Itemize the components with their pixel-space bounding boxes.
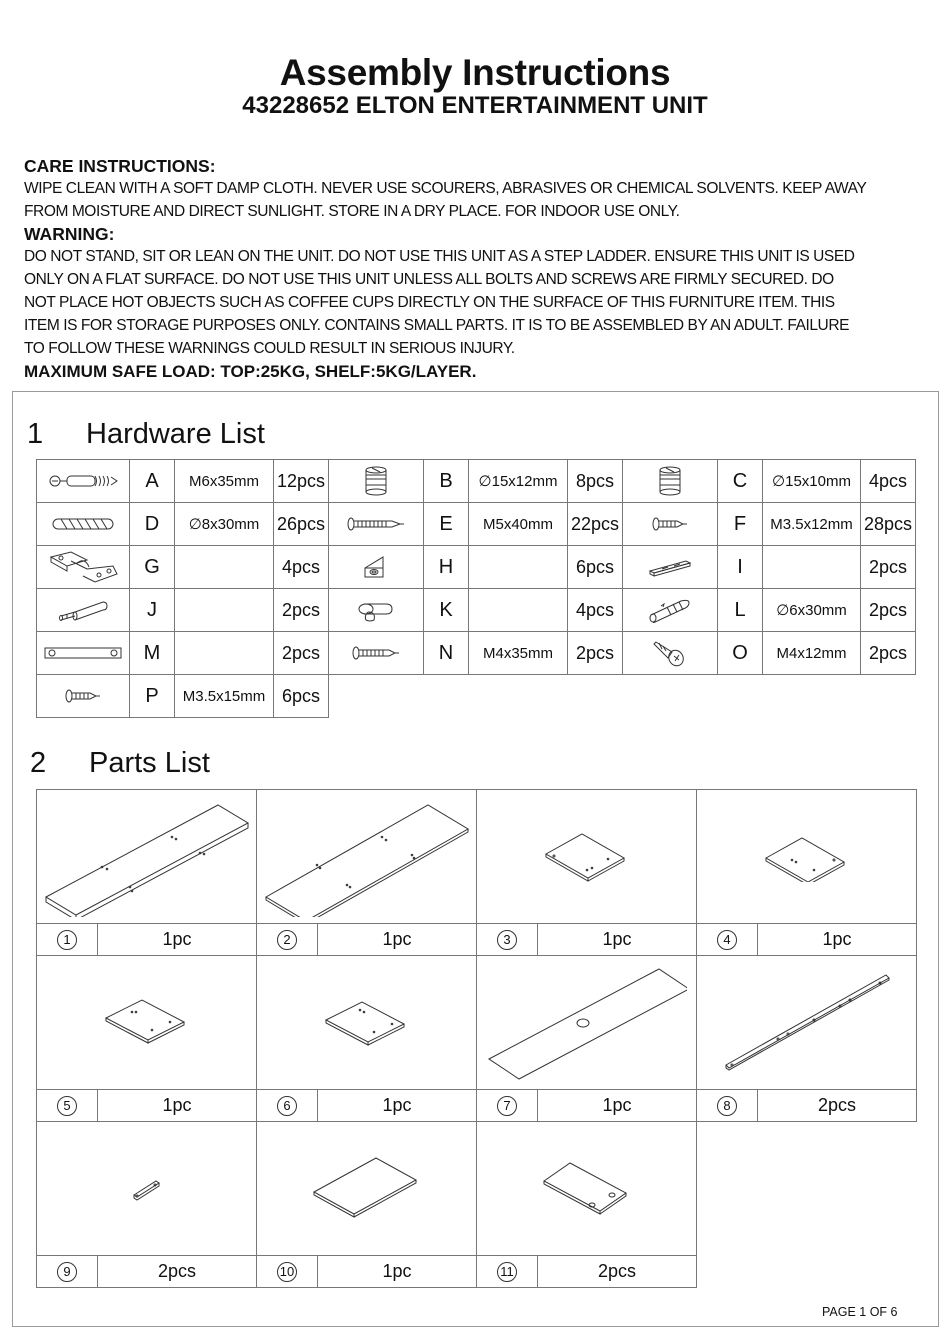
- parts-label-row: [37, 924, 917, 956]
- hw-qty: 2pcs: [274, 632, 329, 675]
- part-picture-cell: [257, 1122, 477, 1256]
- short-screw-icon: [64, 689, 102, 703]
- product-subtitle: 43228652 ELTON ENTERTAINMENT UNIT: [242, 92, 708, 119]
- care-heading: CARE INSTRUCTIONS:: [24, 156, 216, 176]
- table-row: [37, 589, 916, 632]
- hw-icon-cell: [37, 675, 130, 718]
- long-panel-icon: [262, 797, 472, 917]
- hw-icon-cell: [37, 503, 130, 546]
- hw-letter: N: [424, 632, 469, 675]
- part-qty: 1pc: [98, 924, 257, 956]
- hw-spec: ∅6x30mm: [763, 589, 861, 632]
- short-rail-icon: [132, 1177, 162, 1201]
- part-picture-cell: [477, 1122, 697, 1256]
- small-panel-icon: [322, 998, 412, 1048]
- hw-letter: L: [718, 589, 763, 632]
- hw-icon-cell: [37, 589, 130, 632]
- hw-spec: M4x12mm: [763, 632, 861, 675]
- hw-letter: M: [130, 632, 175, 675]
- long-screw-icon: [351, 646, 401, 660]
- shelf-pin-icon: [57, 598, 109, 622]
- hw-spec: [175, 632, 274, 675]
- pan-head-screw-icon: [652, 638, 688, 668]
- empty-cell: [697, 1122, 917, 1256]
- hw-qty: 2pcs: [861, 546, 916, 589]
- part-number: 4: [717, 930, 737, 950]
- hw-qty: 4pcs: [861, 460, 916, 503]
- hw-letter: P: [130, 675, 175, 718]
- page-number: PAGE 1 OF 6: [822, 1305, 898, 1319]
- table-row: [37, 503, 916, 546]
- hw-qty: 2pcs: [861, 632, 916, 675]
- part-number: 8: [717, 1096, 737, 1116]
- long-screw-icon: [346, 517, 406, 531]
- warning-heading: WARNING:: [24, 224, 115, 244]
- hw-spec: [175, 546, 274, 589]
- part-picture-cell: [477, 790, 697, 924]
- hw-letter: J: [130, 589, 175, 632]
- hw-spec: [763, 546, 861, 589]
- part-picture-cell: [257, 790, 477, 924]
- hw-qty: 2pcs: [274, 589, 329, 632]
- hw-qty: 12pcs: [274, 460, 329, 503]
- hw-qty: 2pcs: [568, 632, 623, 675]
- warning-line: NOT PLACE HOT OBJECTS SUCH AS COFFEE CUPS DIRECTLY ON THE SURFACE OF THIS FURNITURE ITEM. THIS: [24, 294, 835, 311]
- warning-line: DO NOT STAND, SIT OR LEAN ON THE UNIT. DO NOT USE THIS UNIT AS A STEP LADDER. ENSURE THIS UNIT IS USED: [24, 248, 855, 265]
- part-number: 2: [277, 930, 297, 950]
- shelf-board-icon: [312, 1156, 422, 1221]
- part-qty: 2pcs: [758, 1090, 917, 1122]
- notes-section: [24, 155, 939, 383]
- hw-qty: 2pcs: [861, 589, 916, 632]
- part-qty: 1pc: [98, 1090, 257, 1122]
- part-qty: 1pc: [758, 924, 917, 956]
- part-number: 1: [57, 930, 77, 950]
- part-number: 7: [497, 1096, 517, 1116]
- wall-plug-icon: [647, 597, 693, 623]
- door-panel-icon: [542, 1161, 632, 1216]
- hw-qty: 6pcs: [568, 546, 623, 589]
- hw-icon-cell: [329, 503, 424, 546]
- hw-spec: M5x40mm: [469, 503, 568, 546]
- hw-letter: H: [424, 546, 469, 589]
- hardware-section-number: 1: [27, 418, 44, 450]
- part-picture-cell: [697, 790, 917, 924]
- care-line: WIPE CLEAN WITH A SOFT DAMP CLOTH. NEVER USE SCOURERS, ABRASIVES OR CHEMICAL SOLVENTS. KEEP AWAY: [24, 180, 867, 197]
- hw-icon-cell: [329, 632, 424, 675]
- hw-letter: A: [130, 460, 175, 503]
- parts-table: [36, 789, 917, 1288]
- hw-spec: M3.5x15mm: [175, 675, 274, 718]
- connecting-plate-icon: [43, 646, 123, 660]
- hw-icon-cell: [623, 589, 718, 632]
- part-number: 3: [497, 930, 517, 950]
- hw-spec: M4x35mm: [469, 632, 568, 675]
- cam-lock-icon: [363, 465, 389, 497]
- corner-bracket-icon: [362, 554, 390, 580]
- wooden-dowel-icon: [51, 517, 115, 531]
- hw-spec: ∅8x30mm: [175, 503, 274, 546]
- warning-line: TO FOLLOW THESE WARNINGS COULD RESULT IN SERIOUS INJURY.: [24, 340, 515, 357]
- hw-icon-cell: [329, 460, 424, 503]
- care-line: FROM MOISTURE AND DIRECT SUNLIGHT. STORE IN A DRY PLACE. FOR INDOOR USE ONLY.: [24, 203, 680, 220]
- parts-section-number: 2: [30, 747, 47, 779]
- hw-letter: C: [718, 460, 763, 503]
- hw-icon-cell: [329, 589, 424, 632]
- hw-icon-cell: [623, 632, 718, 675]
- table-row: [37, 460, 916, 503]
- hw-qty: 26pcs: [274, 503, 329, 546]
- part-picture-cell: [257, 956, 477, 1090]
- hw-letter: G: [130, 546, 175, 589]
- empty-cell: [329, 675, 916, 718]
- part-picture-cell: [37, 1122, 257, 1256]
- small-panel-icon: [102, 998, 192, 1048]
- hw-icon-cell: [329, 546, 424, 589]
- warning-line: ITEM IS FOR STORAGE PURPOSES ONLY. CONTAINS SMALL PARTS. IT IS TO BE ASSEMBLED BY AN ADULT. FAILURE: [24, 317, 850, 334]
- part-qty: 1pc: [318, 924, 477, 956]
- part-qty: 1pc: [318, 1256, 477, 1288]
- hw-letter: K: [424, 589, 469, 632]
- back-panel-icon: [487, 965, 687, 1080]
- hw-qty: 6pcs: [274, 675, 329, 718]
- hw-spec: ∅15x10mm: [763, 460, 861, 503]
- part-qty: 1pc: [318, 1090, 477, 1122]
- parts-picture-row: [37, 790, 917, 924]
- hw-spec: [469, 589, 568, 632]
- hw-letter: F: [718, 503, 763, 546]
- hw-icon-cell: [623, 460, 718, 503]
- part-qty: 2pcs: [538, 1256, 697, 1288]
- hw-icon-cell: [37, 546, 130, 589]
- part-number: 6: [277, 1096, 297, 1116]
- hw-spec: [469, 546, 568, 589]
- hardware-table: [36, 459, 916, 718]
- part-picture-cell: [37, 956, 257, 1090]
- hw-letter: B: [424, 460, 469, 503]
- parts-label-row: [37, 1090, 917, 1122]
- small-panel-icon: [762, 832, 852, 882]
- hardware-section-title: Hardware List: [86, 418, 265, 450]
- hw-letter: O: [718, 632, 763, 675]
- max-load-note: MAXIMUM SAFE LOAD: TOP:25KG, SHELF:5KG/LAYER.: [24, 362, 477, 381]
- hw-qty: 22pcs: [568, 503, 623, 546]
- part-qty: 1pc: [538, 1090, 697, 1122]
- part-qty: 2pcs: [98, 1256, 257, 1288]
- door-bumper-icon: [356, 598, 396, 622]
- hw-spec: [175, 589, 274, 632]
- parts-picture-row: [37, 1122, 917, 1256]
- hw-qty: 4pcs: [568, 589, 623, 632]
- short-screw-icon: [651, 517, 689, 531]
- empty-cell: [697, 1256, 917, 1288]
- hw-letter: E: [424, 503, 469, 546]
- drawer-runner-icon: [648, 557, 692, 577]
- hw-qty: 28pcs: [861, 503, 916, 546]
- hw-icon-cell: [37, 632, 130, 675]
- part-picture-cell: [697, 956, 917, 1090]
- page-title: Assembly Instructions: [279, 52, 671, 93]
- rail-icon: [722, 973, 892, 1073]
- part-number: 10: [277, 1262, 297, 1282]
- part-picture-cell: [477, 956, 697, 1090]
- hw-icon-cell: [37, 460, 130, 503]
- hw-spec: ∅15x12mm: [469, 460, 568, 503]
- warning-line: ONLY ON A FLAT SURFACE. DO NOT USE THIS UNIT UNLESS ALL BOLTS AND SCREWS ARE FIRMLY SECURED. DO: [24, 271, 834, 288]
- part-number: 9: [57, 1262, 77, 1282]
- table-row: [37, 675, 916, 718]
- parts-section-title: Parts List: [89, 747, 210, 779]
- parts-label-row: [37, 1256, 917, 1288]
- hw-icon-cell: [623, 546, 718, 589]
- table-row: [37, 546, 916, 589]
- long-panel-icon: [42, 797, 252, 917]
- parts-picture-row: [37, 956, 917, 1090]
- hinge-icon: [47, 549, 119, 585]
- part-qty: 1pc: [538, 924, 697, 956]
- hw-qty: 4pcs: [274, 546, 329, 589]
- table-row: [37, 632, 916, 675]
- hw-spec: M6x35mm: [175, 460, 274, 503]
- hw-letter: D: [130, 503, 175, 546]
- part-picture-cell: [37, 790, 257, 924]
- part-number: 5: [57, 1096, 77, 1116]
- part-number: 11: [497, 1262, 517, 1282]
- hw-icon-cell: [623, 503, 718, 546]
- hw-letter: I: [718, 546, 763, 589]
- small-panel-icon: [542, 832, 632, 882]
- hw-spec: M3.5x12mm: [763, 503, 861, 546]
- hw-qty: 8pcs: [568, 460, 623, 503]
- cam-bolt-icon: [45, 473, 121, 489]
- cam-lock-icon: [657, 465, 683, 497]
